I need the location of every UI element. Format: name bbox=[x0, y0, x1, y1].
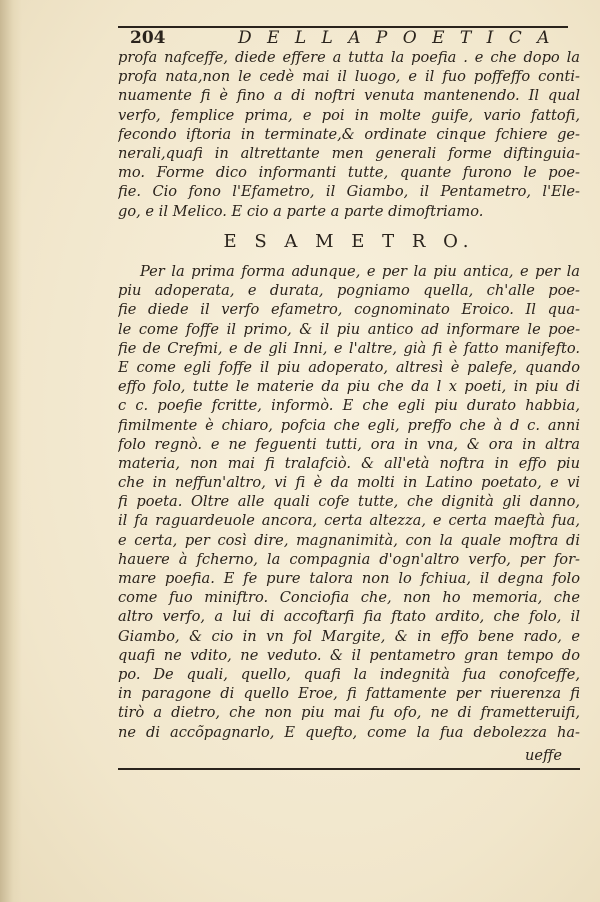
section-line: quafi ne vdito, ne veduto. & il pentametro gran tempo do bbox=[118, 646, 580, 664]
page-gutter-shadow bbox=[0, 0, 22, 902]
footer bbox=[118, 744, 580, 774]
section-line: fi poeta. Oltre alle quali cofe tutte, che dignità gli danno, bbox=[118, 493, 580, 511]
section-line: in paragone di quello Eroe, fi fattamente per riuerenza fi bbox=[118, 685, 580, 703]
section-line: c c. poefie fcritte, informò. E che egli piu durato habbia, bbox=[118, 397, 580, 415]
body-line: fecondo iftoria in terminate,& ordinate cinque fchiere ge- bbox=[118, 125, 580, 143]
section-line: fimilmente è chiaro, pofcia che egli, preffo che à d c. anni bbox=[118, 416, 580, 434]
section-line: po. De quali, quello, quafi la indegnità fua conofceffe, bbox=[118, 665, 580, 683]
body-line: profa nata,non le cedè mai il luogo, e il fuo poffeffo conti- bbox=[118, 68, 580, 86]
section-line: il fa raguardeuole ancora, certa altezza, e certa maeftà fua, bbox=[118, 512, 580, 530]
section-line: fie de Crefmi, e de gli Inni, e l'altre, già fi è fatto manifefto. bbox=[118, 339, 580, 357]
section-line: hauere à fcherno, la compagnia d'ogn'altro verfo, per for- bbox=[118, 550, 580, 568]
section-heading: E S A M E T R O. bbox=[223, 231, 475, 252]
section-line: effo folo, tutte le materie da piu che da l x poeti, in piu di bbox=[118, 378, 580, 396]
section-line: tirò a dietro, che non piu mai fu ofo, ne di frametteruifi, bbox=[118, 704, 580, 722]
section-line: folo regnò. e ne feguenti tutti, ora in vna, & ora in altra bbox=[118, 435, 580, 453]
section-line: piu adoperata, e durata, pogniamo quella, ch'alle poe- bbox=[118, 282, 580, 300]
section-line: fie diede il verfo efametro, cognominato Eroico. Il qua- bbox=[118, 301, 580, 319]
section-line: che in neffun'altro, vi fi è da molti in Latino poetato, e vi bbox=[118, 474, 580, 492]
body-line: verfo, femplice prima, e poi in molte guife, vario fattofi, bbox=[118, 106, 580, 124]
section-line: Per la prima forma adunque, e per la piu antica, e per la bbox=[140, 263, 580, 280]
section-line: E come egli foffe il piu adoperato, altresì è palefe, quando bbox=[118, 358, 580, 376]
body-line: nerali,quafi in altrettante men generali forme diftinguia- bbox=[118, 144, 580, 162]
body-line: nuamente fi è fino a di noftri venuta mantenendo. Il qual bbox=[118, 87, 580, 105]
running-header bbox=[118, 24, 578, 50]
page-number: 204 bbox=[130, 28, 166, 48]
section-line: mare poefia. E fe pure talora non lo fchiua, il degna folo bbox=[118, 570, 580, 587]
section-line: e certa, per così dire, magnanimità, con la quale moftra di bbox=[118, 531, 580, 549]
section-line: altro verfo, a lui di accoftarfi fia ftato ardito, che folo, il bbox=[118, 608, 580, 626]
body-line: profa nafceffe, diede effere a tutta la poefia . e che dopo la bbox=[118, 49, 580, 66]
section-line: materia, non mai fi tralafciò. & all'età noftra in effo piu bbox=[118, 454, 580, 472]
section-line: le come foffe il primo, & il piu antico ad informare le poe- bbox=[118, 320, 580, 338]
body-line: mo. Forme dico informanti tutte, quante furono le poe- bbox=[118, 164, 580, 182]
section-text-block bbox=[118, 262, 580, 742]
body-line: go, e il Melico. E cio a parte a parte dimoftriamo. bbox=[118, 202, 484, 220]
section-line: ne di accõpagnarlo, E quefto, come la fua debolezza ha- bbox=[118, 723, 580, 741]
section-line: Giambo, & cio in vn fol Margite, & in effo bene rado, e bbox=[118, 627, 580, 645]
body-line: fie. Cio fono l'Efametro, il Giambo, il Pentametro, l'Ele- bbox=[118, 183, 580, 201]
section-line: come fuo miniftro. Conciofia che, non ho memoria, che bbox=[118, 589, 580, 607]
body-text-block bbox=[118, 48, 580, 221]
footer-rule bbox=[118, 768, 580, 770]
catchword: ueffe bbox=[524, 747, 562, 764]
running-title: D E L L A P O E T I C A bbox=[238, 28, 555, 48]
